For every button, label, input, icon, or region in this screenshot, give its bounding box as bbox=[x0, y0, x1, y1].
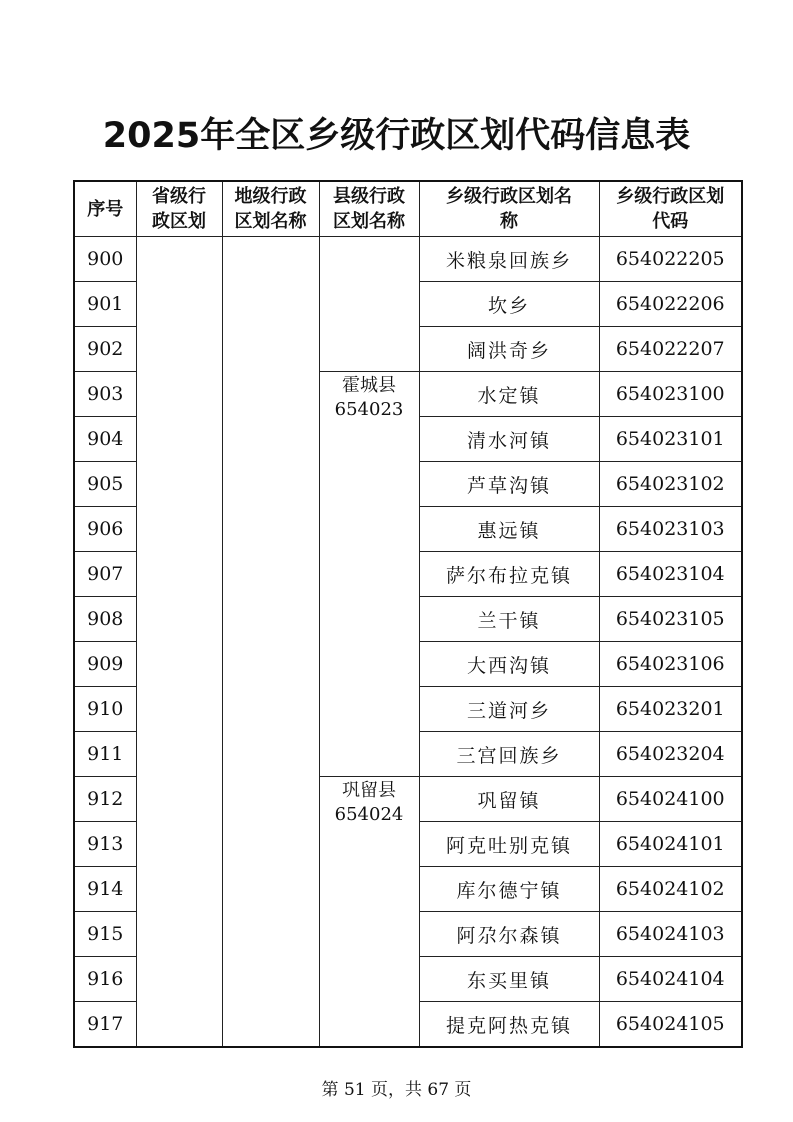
township-name: 三道河乡 bbox=[419, 687, 599, 732]
county-cell-huocheng bbox=[319, 372, 419, 777]
township-code: 654024102 bbox=[599, 867, 742, 912]
township-code: 654024105 bbox=[599, 1002, 742, 1048]
header-prefecture: 地级行政 区划名称 bbox=[222, 181, 319, 237]
county-name: 巩留县 bbox=[342, 780, 396, 801]
page-title: 2025年全区乡级行政区划代码信息表 bbox=[102, 116, 691, 156]
township-code: 654023201 bbox=[599, 687, 742, 732]
township-code: 654022207 bbox=[599, 327, 742, 372]
township-name: 提克阿热克镇 bbox=[419, 1002, 599, 1048]
township-name: 清水河镇 bbox=[419, 417, 599, 462]
row-seq: 904 bbox=[74, 417, 136, 462]
township-name: 米粮泉回族乡 bbox=[419, 237, 599, 282]
township-name: 坎乡 bbox=[419, 282, 599, 327]
township-name: 兰干镇 bbox=[419, 597, 599, 642]
row-seq: 912 bbox=[74, 777, 136, 822]
row-seq: 915 bbox=[74, 912, 136, 957]
row-seq: 902 bbox=[74, 327, 136, 372]
township-code: 654023102 bbox=[599, 462, 742, 507]
row-seq: 910 bbox=[74, 687, 136, 732]
header-province: 省级行 政区划 bbox=[136, 181, 222, 237]
township-code: 654023103 bbox=[599, 507, 742, 552]
township-name: 阔洪奇乡 bbox=[419, 327, 599, 372]
county-code: 654024 bbox=[334, 804, 404, 825]
header-seq: 序号 bbox=[74, 181, 136, 237]
row-seq: 903 bbox=[74, 372, 136, 417]
prefecture-cell bbox=[222, 237, 319, 1048]
row-seq: 901 bbox=[74, 282, 136, 327]
row-seq: 905 bbox=[74, 462, 136, 507]
row-seq: 908 bbox=[74, 597, 136, 642]
header-county: 县级行政 区划名称 bbox=[319, 181, 419, 237]
row-seq: 900 bbox=[74, 237, 136, 282]
township-name: 巩留镇 bbox=[419, 777, 599, 822]
row-seq: 914 bbox=[74, 867, 136, 912]
township-code: 654024103 bbox=[599, 912, 742, 957]
row-seq: 909 bbox=[74, 642, 136, 687]
county-cell-gongliu bbox=[319, 777, 419, 1048]
township-code: 654024101 bbox=[599, 822, 742, 867]
township-name: 萨尔布拉克镇 bbox=[419, 552, 599, 597]
township-name: 惠远镇 bbox=[419, 507, 599, 552]
township-code: 654023106 bbox=[599, 642, 742, 687]
row-seq: 917 bbox=[74, 1002, 136, 1048]
row-seq: 916 bbox=[74, 957, 136, 1002]
township-name: 三宫回族乡 bbox=[419, 732, 599, 777]
township-code: 654024100 bbox=[599, 777, 742, 822]
table-row bbox=[74, 237, 742, 282]
township-code: 654022205 bbox=[599, 237, 742, 282]
county-name: 霍城县 bbox=[342, 375, 396, 396]
row-seq: 913 bbox=[74, 822, 136, 867]
county-cell-continued bbox=[319, 237, 419, 372]
row-seq: 911 bbox=[74, 732, 136, 777]
township-name: 阿尕尔森镇 bbox=[419, 912, 599, 957]
row-seq: 906 bbox=[74, 507, 136, 552]
division-table bbox=[73, 180, 743, 1048]
row-seq: 907 bbox=[74, 552, 136, 597]
township-code: 654023105 bbox=[599, 597, 742, 642]
header-township: 乡级行政区划名 称 bbox=[419, 181, 599, 237]
township-code: 654024104 bbox=[599, 957, 742, 1002]
township-name: 水定镇 bbox=[419, 372, 599, 417]
township-name: 芦草沟镇 bbox=[419, 462, 599, 507]
township-name: 东买里镇 bbox=[419, 957, 599, 1002]
township-code: 654023104 bbox=[599, 552, 742, 597]
township-name: 大西沟镇 bbox=[419, 642, 599, 687]
township-name: 库尔德宁镇 bbox=[419, 867, 599, 912]
header-row bbox=[74, 181, 742, 237]
township-code: 654023204 bbox=[599, 732, 742, 777]
township-code: 654022206 bbox=[599, 282, 742, 327]
province-cell bbox=[136, 237, 222, 1048]
county-code: 654023 bbox=[334, 399, 404, 420]
township-code: 654023100 bbox=[599, 372, 742, 417]
township-name: 阿克吐别克镇 bbox=[419, 822, 599, 867]
header-code: 乡级行政区划 代码 bbox=[599, 181, 742, 237]
page-footer: 第 51 页，共 67 页 bbox=[321, 1080, 472, 1100]
township-code: 654023101 bbox=[599, 417, 742, 462]
